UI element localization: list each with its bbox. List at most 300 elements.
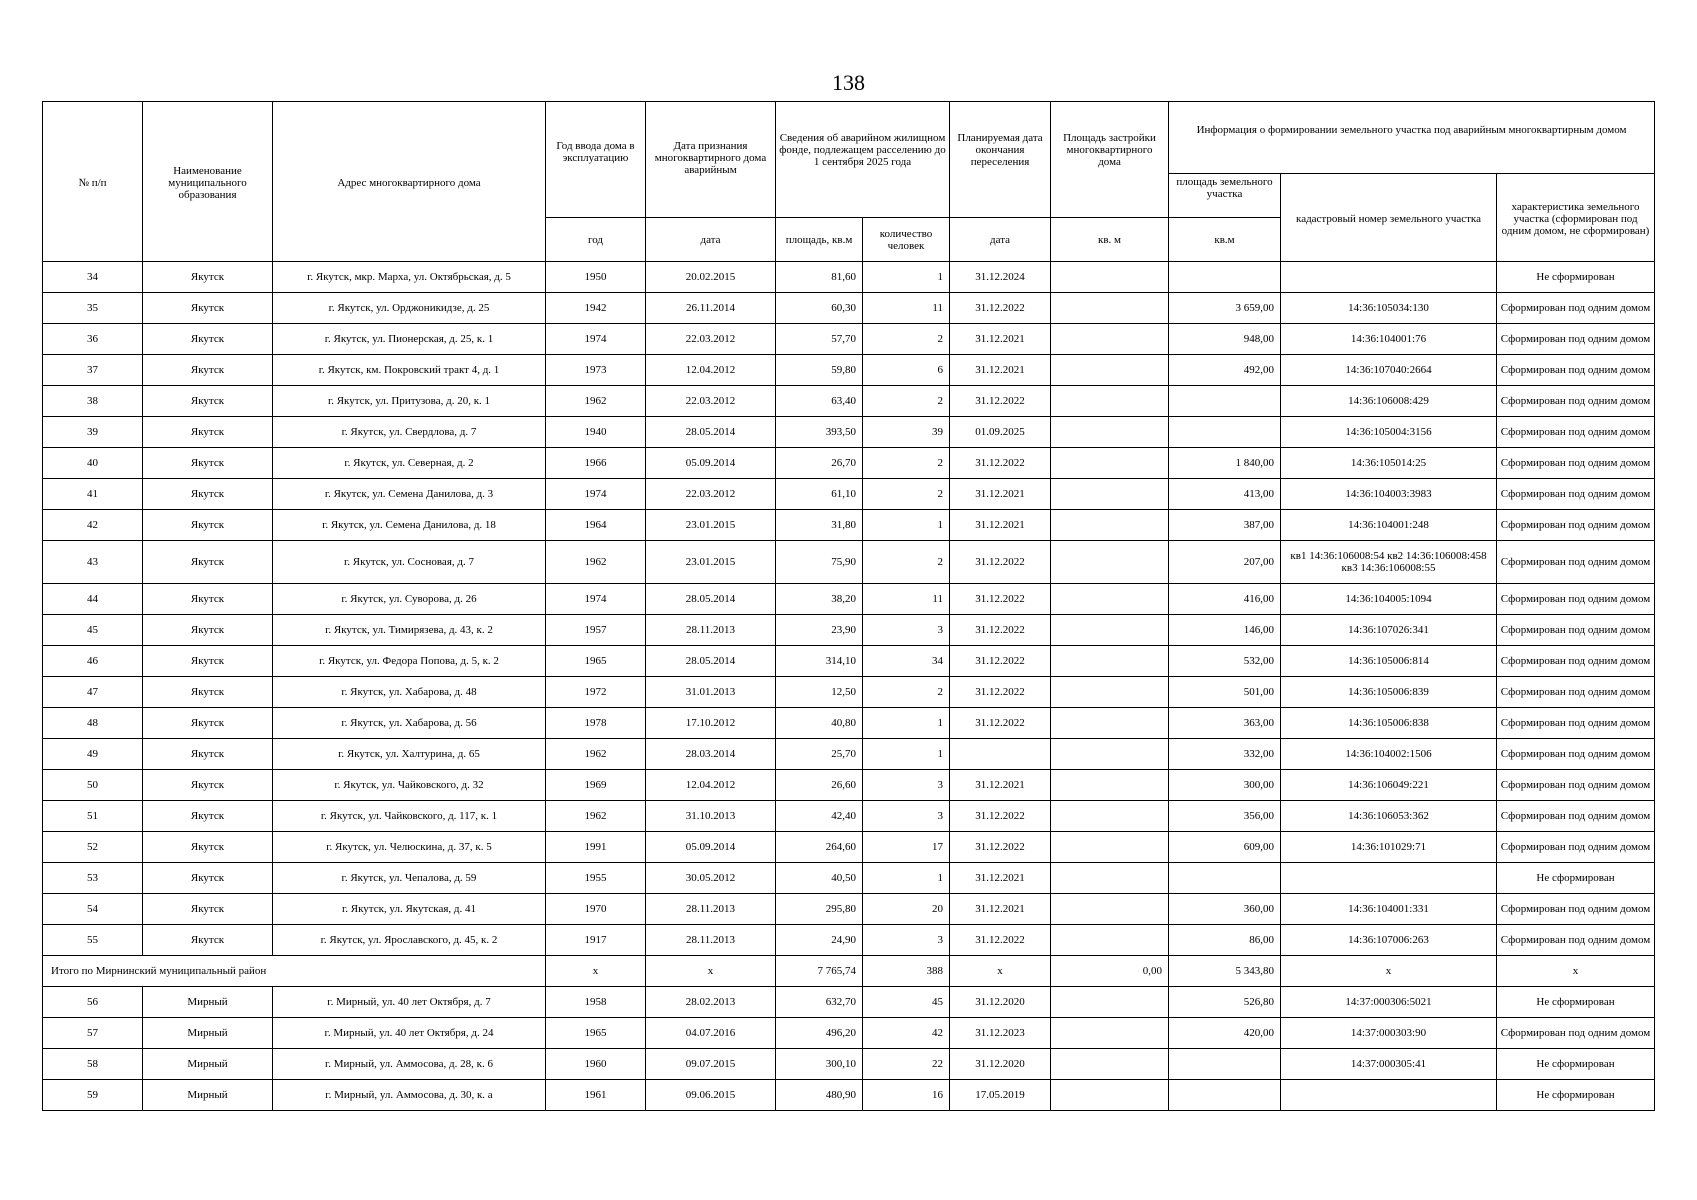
table-row [43,386,1655,417]
header-cadastral: кадастровый номер земельного участка [1281,174,1497,262]
cell-date: 31.10.2013 [646,801,776,832]
cell-municipality: Якутск [143,708,273,739]
cell-year: 1940 [546,417,646,448]
cell-people: 3 [863,925,950,956]
cell-built [1051,448,1169,479]
cell-address: г. Якутск, ул. Семена Данилова, д. 3 [273,479,546,510]
cell-land-area [1169,262,1281,293]
cell-cadastral: 14:37:000306:5021 [1281,987,1497,1018]
cell-date: 26.11.2014 [646,293,776,324]
cell-num: 41 [43,479,143,510]
cell-built [1051,925,1169,956]
cell-date: 09.07.2015 [646,1049,776,1080]
cell-land-area: 413,00 [1169,479,1281,510]
table-row [43,677,1655,708]
cell-num: 57 [43,1018,143,1049]
cell-end: 31.12.2020 [950,1049,1051,1080]
cell-num: 46 [43,646,143,677]
cell-land-char: Сформирован под одним домом [1497,739,1655,770]
cell-people: 11 [863,584,950,615]
cell-total-area: 7 765,74 [776,956,863,987]
cell-people: 3 [863,615,950,646]
cell-num: 47 [43,677,143,708]
cell-land-char: Сформирован под одним домом [1497,925,1655,956]
cell-built [1051,708,1169,739]
cell-address: г. Якутск, ул. Хабарова, д. 48 [273,677,546,708]
cell-date: 04.07.2016 [646,1018,776,1049]
cell-date: 28.03.2014 [646,739,776,770]
header-year: Год ввода дома в эксплуатацию [546,102,646,218]
cell-end: 31.12.2024 [950,262,1051,293]
cell-municipality: Якутск [143,293,273,324]
cell-land-area: 492,00 [1169,355,1281,386]
cell-address: г. Мирный, ул. Аммосова, д. 30, к. а [273,1080,546,1111]
table-row [43,541,1655,584]
cell-end: 31.12.2021 [950,863,1051,894]
page-number: 138 [832,70,865,95]
cell-end: 31.12.2020 [950,987,1051,1018]
cell-cadastral: 14:36:107040:2664 [1281,355,1497,386]
cell-end [950,739,1051,770]
cell-year: 1960 [546,1049,646,1080]
cell-area: 42,40 [776,801,863,832]
cell-land-area: 86,00 [1169,925,1281,956]
cell-land-char: Сформирован под одним домом [1497,708,1655,739]
cell-land-area: 3 659,00 [1169,293,1281,324]
cell-built [1051,894,1169,925]
cell-cadastral [1281,262,1497,293]
cell-land-area: 363,00 [1169,708,1281,739]
cell-land-area [1169,1049,1281,1080]
cell-land-area: 356,00 [1169,801,1281,832]
cell-end: 31.12.2022 [950,832,1051,863]
cell-area: 60,30 [776,293,863,324]
cell-date: 23.01.2015 [646,541,776,584]
cell-num: 39 [43,417,143,448]
table-row [43,479,1655,510]
cell-built [1051,417,1169,448]
cell-cadastral [1281,863,1497,894]
cell-land-char: Не сформирован [1497,863,1655,894]
header-num: № п/п [43,102,143,262]
cell-built [1051,1049,1169,1080]
cell-people: 34 [863,646,950,677]
unit-date: дата [646,218,776,262]
cell-municipality: Якутск [143,801,273,832]
cell-end: 31.12.2022 [950,386,1051,417]
cell-end: 31.12.2021 [950,355,1051,386]
cell-land-char: Сформирован под одним домом [1497,677,1655,708]
cell-municipality: Якутск [143,479,273,510]
cell-address: г. Якутск, ул. Северная, д. 2 [273,448,546,479]
cell-cadastral: кв1 14:36:106008:54 кв2 14:36:106008:458 кв3 14:36:106008:55 [1281,541,1497,584]
table-row [43,832,1655,863]
cell-date: 22.03.2012 [646,386,776,417]
cell-municipality: Мирный [143,1018,273,1049]
cell-people: 16 [863,1080,950,1111]
cell-num: 42 [43,510,143,541]
unit-sqm: кв. м [1051,218,1169,262]
cell-municipality: Якутск [143,386,273,417]
cell-cadastral: 14:36:107006:263 [1281,925,1497,956]
cell-built [1051,510,1169,541]
cell-total-year: х [546,956,646,987]
cell-num: 49 [43,739,143,770]
cell-people: 2 [863,479,950,510]
cell-address: г. Якутск, ул. Пионерская, д. 25, к. 1 [273,324,546,355]
cell-people: 2 [863,324,950,355]
cell-date: 28.11.2013 [646,894,776,925]
cell-land-area: 501,00 [1169,677,1281,708]
cell-cadastral: 14:36:105004:3156 [1281,417,1497,448]
cell-date: 22.03.2012 [646,479,776,510]
cell-people: 42 [863,1018,950,1049]
cell-built [1051,739,1169,770]
cell-total-cadastral: х [1281,956,1497,987]
header-land-info: Информация о формировании земельного участка под аварийным многоквартирным домом [1169,102,1655,174]
cell-land-area: 948,00 [1169,324,1281,355]
cell-area: 496,20 [776,1018,863,1049]
cell-land-area: 416,00 [1169,584,1281,615]
cell-address: г. Якутск, мкр. Марха, ул. Октябрьская, д. 5 [273,262,546,293]
cell-built [1051,1080,1169,1111]
cell-year: 1958 [546,987,646,1018]
cell-date: 09.06.2015 [646,1080,776,1111]
cell-num: 55 [43,925,143,956]
cell-municipality: Якутск [143,863,273,894]
cell-land-char: Сформирован под одним домом [1497,894,1655,925]
cell-land-area [1169,863,1281,894]
cell-total-end: х [950,956,1051,987]
cell-year: 1973 [546,355,646,386]
cell-num: 35 [43,293,143,324]
cell-address: г. Якутск, ул. Чайковского, д. 117, к. 1 [273,801,546,832]
table-row [43,417,1655,448]
cell-municipality: Мирный [143,1049,273,1080]
cell-land-char: Не сформирован [1497,1049,1655,1080]
cell-date: 28.05.2014 [646,417,776,448]
cell-address: г. Якутск, ул. Ярославского, д. 45, к. 2 [273,925,546,956]
cell-num: 52 [43,832,143,863]
cell-area: 632,70 [776,987,863,1018]
cell-cadastral: 14:36:106049:221 [1281,770,1497,801]
cell-people: 2 [863,541,950,584]
cell-land-area: 1 840,00 [1169,448,1281,479]
cell-address: г. Якутск, ул. Тимирязева, д. 43, к. 2 [273,615,546,646]
cell-end: 31.12.2022 [950,646,1051,677]
cell-num: 54 [43,894,143,925]
cell-num: 37 [43,355,143,386]
cell-end: 31.12.2023 [950,1018,1051,1049]
header-address: Адрес многоквартирного дома [273,102,546,262]
cell-built [1051,801,1169,832]
cell-end: 31.12.2022 [950,293,1051,324]
table-row [43,615,1655,646]
cell-cadastral: 14:36:105014:25 [1281,448,1497,479]
cell-land-area: 146,00 [1169,615,1281,646]
cell-people: 3 [863,770,950,801]
cell-address: г. Якутск, ул. Халтурина, д. 65 [273,739,546,770]
cell-cadastral: 14:36:107026:341 [1281,615,1497,646]
cell-date: 12.04.2012 [646,770,776,801]
header-planned-end: Планируемая дата окончания переселения [950,102,1051,218]
cell-year: 1950 [546,262,646,293]
cell-year: 1978 [546,708,646,739]
cell-area: 81,60 [776,262,863,293]
cell-land-char: Сформирован под одним домом [1497,770,1655,801]
cell-land-area: 300,00 [1169,770,1281,801]
cell-land-char: Не сформирован [1497,262,1655,293]
cell-municipality: Якутск [143,355,273,386]
cell-year: 1969 [546,770,646,801]
cell-municipality: Якутск [143,925,273,956]
cell-address: г. Якутск, ул. Семена Данилова, д. 18 [273,510,546,541]
cell-built [1051,541,1169,584]
cell-municipality: Якутск [143,832,273,863]
cell-date: 30.05.2012 [646,863,776,894]
cell-land-area: 360,00 [1169,894,1281,925]
cell-built [1051,863,1169,894]
cell-year: 1966 [546,448,646,479]
cell-end: 31.12.2022 [950,677,1051,708]
cell-date: 20.02.2015 [646,262,776,293]
cell-year: 1974 [546,479,646,510]
cell-address: г. Якутск, ул. Челюскина, д. 37, к. 5 [273,832,546,863]
cell-people: 45 [863,987,950,1018]
cell-people: 1 [863,708,950,739]
cell-cadastral: 14:37:000305:41 [1281,1049,1497,1080]
cell-area: 264,60 [776,832,863,863]
cell-address: г. Мирный, ул. Аммосова, д. 28, к. 6 [273,1049,546,1080]
table-row [43,801,1655,832]
cell-municipality: Якутск [143,541,273,584]
cell-cadastral: 14:36:105006:814 [1281,646,1497,677]
cell-municipality: Мирный [143,987,273,1018]
cell-area: 26,70 [776,448,863,479]
table-row [43,1018,1655,1049]
cell-end: 31.12.2021 [950,510,1051,541]
table-row [43,510,1655,541]
cell-address: г. Якутск, ул. Федора Попова, д. 5, к. 2 [273,646,546,677]
cell-people: 20 [863,894,950,925]
cell-num: 58 [43,1049,143,1080]
cell-total-people: 388 [863,956,950,987]
cell-year: 1991 [546,832,646,863]
cell-num: 50 [43,770,143,801]
cell-num: 56 [43,987,143,1018]
cell-area: 38,20 [776,584,863,615]
cell-num: 38 [43,386,143,417]
cell-built [1051,832,1169,863]
cell-area: 12,50 [776,677,863,708]
cell-address: г. Якутск, ул. Чайковского, д. 32 [273,770,546,801]
cell-area: 61,10 [776,479,863,510]
total-row [43,956,1655,987]
table-body [43,262,1655,1111]
unit-people: количество человек [863,218,950,262]
cell-built [1051,677,1169,708]
cell-num: 53 [43,863,143,894]
table-row [43,739,1655,770]
cell-area: 300,10 [776,1049,863,1080]
cell-end: 17.05.2019 [950,1080,1051,1111]
cell-year: 1917 [546,925,646,956]
cell-people: 1 [863,262,950,293]
cell-total-land: 5 343,80 [1169,956,1281,987]
cell-cadastral: 14:36:104001:331 [1281,894,1497,925]
cell-built [1051,262,1169,293]
cell-built [1051,479,1169,510]
cell-cadastral: 14:36:106053:362 [1281,801,1497,832]
cell-area: 63,40 [776,386,863,417]
cell-date: 28.11.2013 [646,925,776,956]
cell-municipality: Якутск [143,417,273,448]
cell-land-area: 207,00 [1169,541,1281,584]
header-land-area: площадь земельного участка [1169,174,1281,218]
cell-cadastral: 14:36:104003:3983 [1281,479,1497,510]
cell-total-label: Итого по Мирнинский муниципальный район [43,956,546,987]
cell-area: 26,60 [776,770,863,801]
cell-total-built: 0,00 [1051,956,1169,987]
cell-year: 1957 [546,615,646,646]
cell-year: 1962 [546,801,646,832]
cell-area: 57,70 [776,324,863,355]
cell-total-char: х [1497,956,1655,987]
cell-land-area: 420,00 [1169,1018,1281,1049]
cell-people: 1 [863,510,950,541]
cell-address: г. Якутск, ул. Суворова, д. 26 [273,584,546,615]
cell-date: 05.09.2014 [646,832,776,863]
cell-end: 31.12.2022 [950,801,1051,832]
cell-date: 05.09.2014 [646,448,776,479]
cell-end: 31.12.2022 [950,448,1051,479]
cell-address: г. Мирный, ул. 40 лет Октября, д. 7 [273,987,546,1018]
cell-people: 17 [863,832,950,863]
header-land-char: характеристика земельного участка (сформирован под одним домом, не сформирован) [1497,174,1655,262]
cell-year: 1974 [546,584,646,615]
cell-area: 75,90 [776,541,863,584]
cell-land-char: Сформирован под одним домом [1497,417,1655,448]
table-row [43,448,1655,479]
table-row [43,584,1655,615]
cell-year: 1942 [546,293,646,324]
header-date-recognized: Дата признания многоквартирного дома аварийным [646,102,776,218]
unit-sqm2: кв.м [1169,218,1281,262]
cell-cadastral: 14:36:106008:429 [1281,386,1497,417]
cell-date: 28.05.2014 [646,584,776,615]
cell-end: 01.09.2025 [950,417,1051,448]
cell-land-area: 332,00 [1169,739,1281,770]
table-row [43,1080,1655,1111]
cell-people: 1 [863,739,950,770]
cell-area: 31,80 [776,510,863,541]
cell-people: 3 [863,801,950,832]
unit-year: год [546,218,646,262]
cell-municipality: Якутск [143,510,273,541]
cell-people: 39 [863,417,950,448]
cell-address: г. Якутск, ул. Притузова, д. 20, к. 1 [273,386,546,417]
cell-area: 40,80 [776,708,863,739]
cell-year: 1964 [546,510,646,541]
cell-num: 43 [43,541,143,584]
cell-people: 1 [863,863,950,894]
cell-municipality: Мирный [143,1080,273,1111]
cell-municipality: Якутск [143,615,273,646]
header-emergency-info: Сведения об аварийном жилищном фонде, подлежащем расселению до 1 сентября 2025 года [776,102,950,218]
header-municipality: Наименование муниципального образования [143,102,273,262]
header-built-area: Площадь застройки многоквартирного дома [1051,102,1169,218]
cell-land-char: Сформирован под одним домом [1497,615,1655,646]
cell-address: г. Якутск, ул. Якутская, д. 41 [273,894,546,925]
cell-people: 11 [863,293,950,324]
cell-land-area [1169,1080,1281,1111]
unit-date2: дата [950,218,1051,262]
cell-land-area: 532,00 [1169,646,1281,677]
table-row [43,1049,1655,1080]
cell-end: 31.12.2022 [950,708,1051,739]
cell-cadastral: 14:36:104001:248 [1281,510,1497,541]
cell-date: 31.01.2013 [646,677,776,708]
cell-num: 40 [43,448,143,479]
cell-cadastral: 14:36:104005:1094 [1281,584,1497,615]
cell-area: 23,90 [776,615,863,646]
cell-land-char: Сформирован под одним домом [1497,832,1655,863]
cell-end: 31.12.2022 [950,584,1051,615]
cell-num: 36 [43,324,143,355]
cell-land-char: Сформирован под одним домом [1497,479,1655,510]
table-row [43,355,1655,386]
cell-address: г. Якутск, ул. Хабарова, д. 56 [273,708,546,739]
cell-land-char: Сформирован под одним домом [1497,386,1655,417]
cell-address: г. Якутск, ул. Сосновая, д. 7 [273,541,546,584]
table-row [43,646,1655,677]
cell-date: 22.03.2012 [646,324,776,355]
cell-address: г. Якутск, ул. Свердлова, д. 7 [273,417,546,448]
table-row [43,925,1655,956]
cell-year: 1962 [546,541,646,584]
cell-built [1051,987,1169,1018]
cell-area: 40,50 [776,863,863,894]
cell-num: 51 [43,801,143,832]
cell-total-date: х [646,956,776,987]
cell-municipality: Якутск [143,770,273,801]
cell-year: 1962 [546,739,646,770]
cell-cadastral: 14:36:105006:838 [1281,708,1497,739]
table-row [43,987,1655,1018]
cell-year: 1972 [546,677,646,708]
table-row [43,293,1655,324]
cell-end: 31.12.2021 [950,894,1051,925]
cell-land-area: 609,00 [1169,832,1281,863]
cell-land-char: Сформирован под одним домом [1497,541,1655,584]
cell-area: 24,90 [776,925,863,956]
cell-municipality: Якутск [143,262,273,293]
cell-year: 1965 [546,1018,646,1049]
table-row [43,324,1655,355]
table-row [43,262,1655,293]
cell-cadastral: 14:37:000303:90 [1281,1018,1497,1049]
cell-end: 31.12.2022 [950,925,1051,956]
cell-end: 31.12.2022 [950,541,1051,584]
cell-built [1051,386,1169,417]
cell-municipality: Якутск [143,448,273,479]
cell-date: 17.10.2012 [646,708,776,739]
cell-people: 2 [863,448,950,479]
cell-land-char: Сформирован под одним домом [1497,1018,1655,1049]
cell-built [1051,770,1169,801]
cell-date: 28.11.2013 [646,615,776,646]
cell-municipality: Якутск [143,646,273,677]
